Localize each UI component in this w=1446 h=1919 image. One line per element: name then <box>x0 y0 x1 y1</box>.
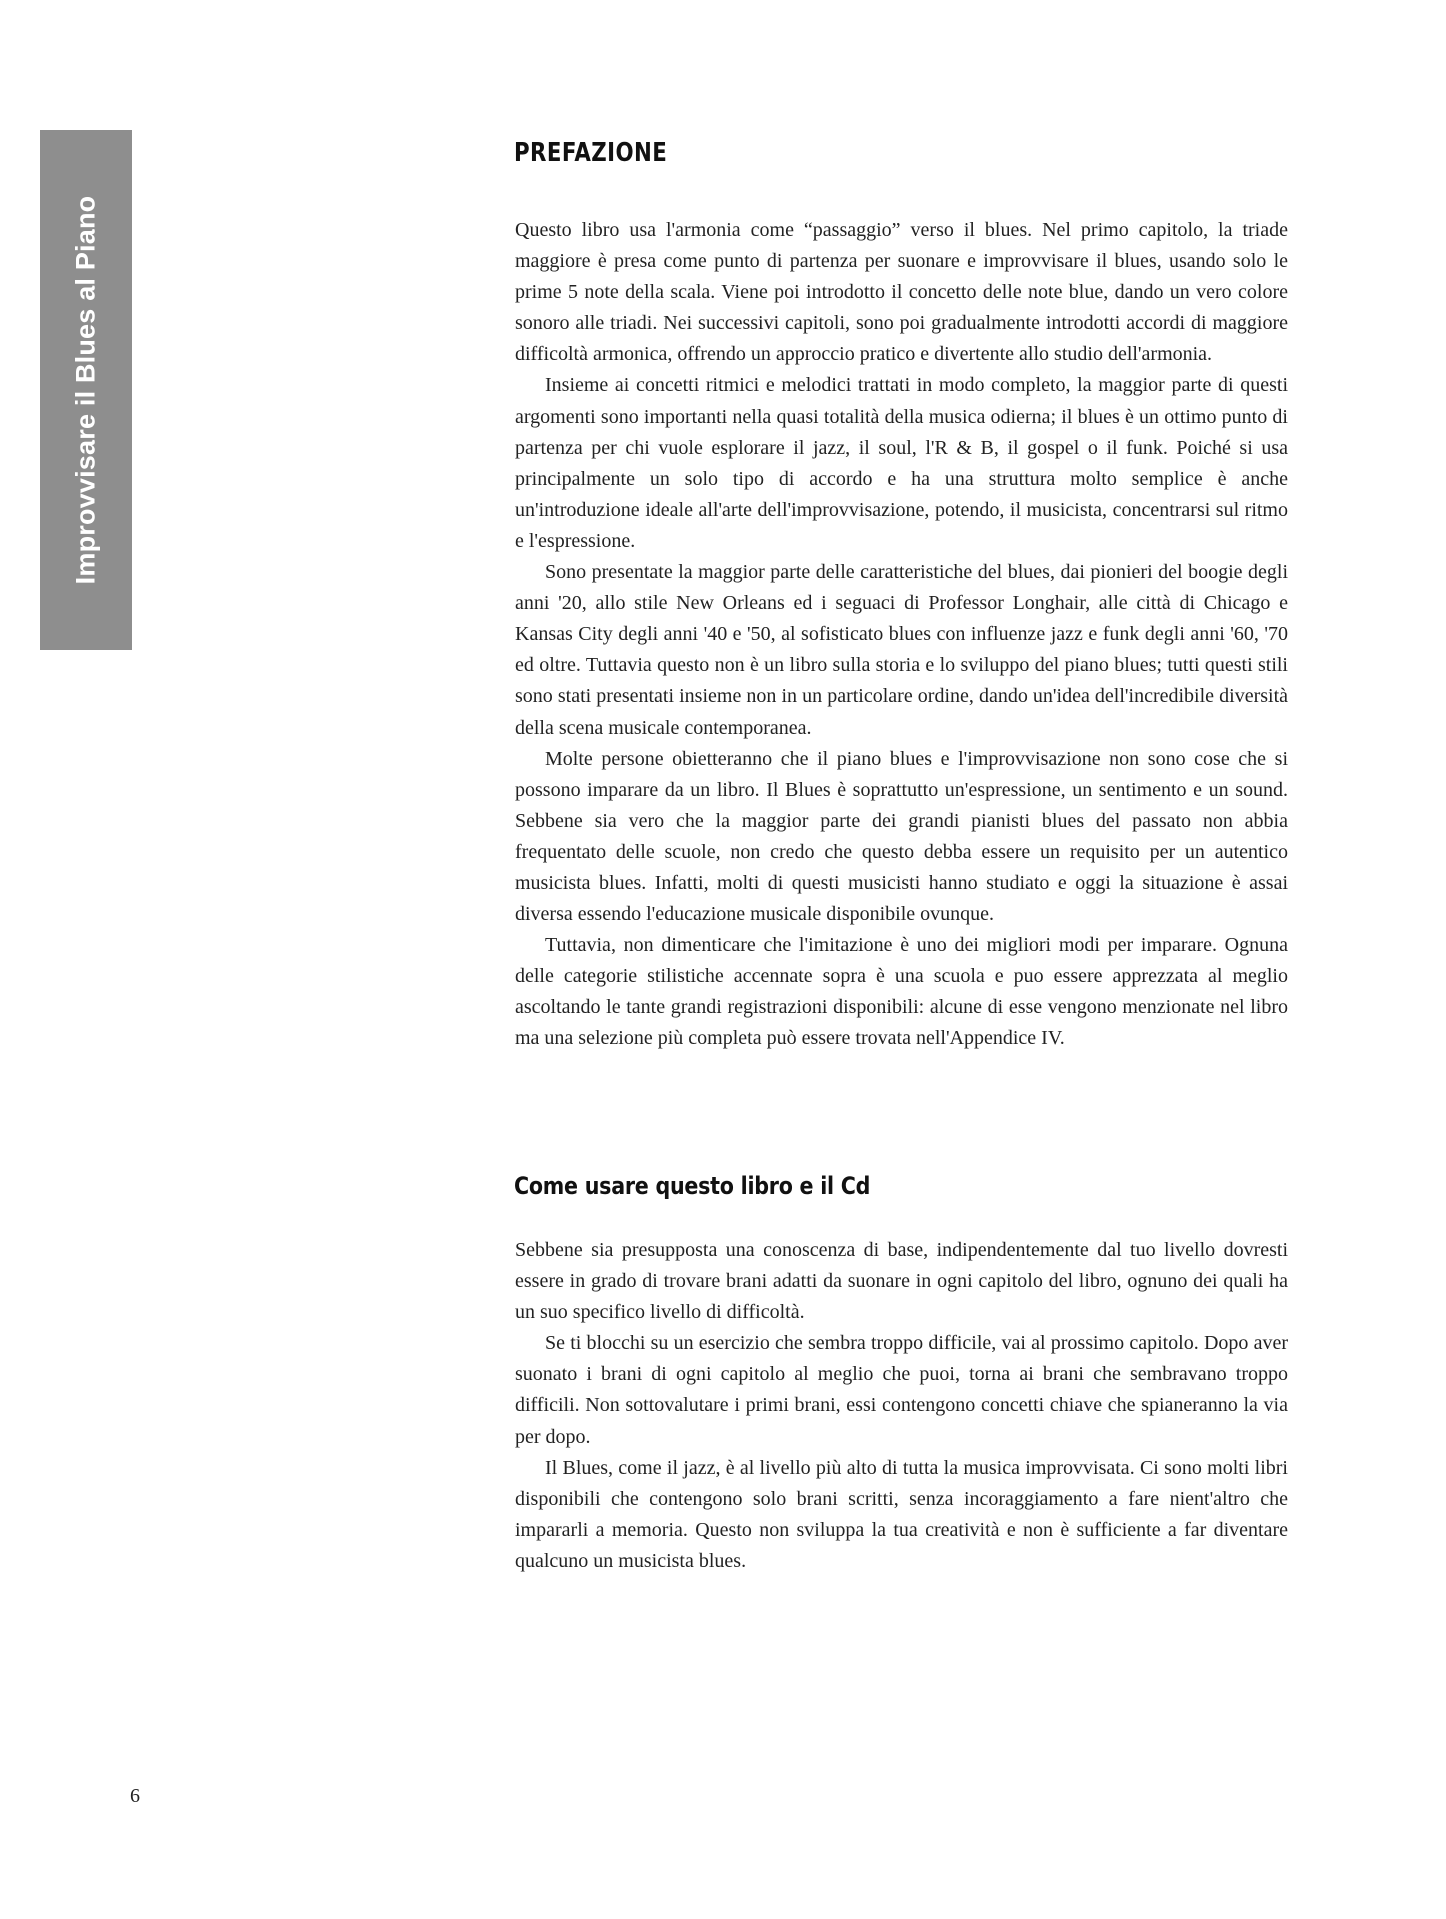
paragraph: Sebbene sia presupposta una conoscenza di base, indipendentemente dal tuo livello dovresti essere in grado di trovare brani adatti da suonare in ogni capitolo del libro, ognuno dei quali ha un suo specifico livello di difficoltà. <box>515 1239 1288 1324</box>
section-heading: Come usare questo libro e il Cd <box>514 1172 871 1200</box>
paragraph: Sono presentate la maggior parte delle caratteristiche del blues, dai pionieri del boogie degli anni '20, allo stile New Orleans ed i seguaci di Professor Longhair, alle città di Chicago e Kansas City degli anni '40 e '50, al sofisticato blues con influenze jazz e funk degli anni '60, '70 ed oltre. Tuttavia questo non è un libro sulla storia e lo sviluppo del piano blues; tutti questi stili sono stati presentati insieme non in un particolare ordine, dando un'idea dell'incredibile diversità della scena musicale contemporanea. <box>515 561 1288 739</box>
paragraph: Tuttavia, non dimenticare che l'imitazione è uno dei migliori modi per imparare. Ognuna delle categorie stilistiche accennate sopra è una scuola e puo essere apprezzata al meglio ascoltando le tante grandi registrazioni disponibili: alcune di esse vengono menzionate nel libro ma una selezione più completa può essere trovata nell'Appendice IV. <box>515 934 1288 1050</box>
page-number: 6 <box>130 1785 140 1807</box>
preface-body <box>515 215 1288 1055</box>
paragraph: Questo libro usa l'armonia come “passaggio” verso il blues. Nel primo capitolo, la triade maggiore è presa come punto di partenza per suonare e improvvisare il blues, usando solo le prime 5 note della scala. Viene poi introdotto il concetto delle note blue, dando un vero colore sonoro alle triadi. Nei successivi capitoli, sono poi gradualmente introdotti accordi di maggiore difficoltà armonica, offrendo un approccio pratico e divertente allo studio dell'armonia. <box>515 219 1288 366</box>
page-title: PREFAZIONE <box>514 138 668 168</box>
paragraph: Molte persone obietteranno che il piano blues e l'improvvisazione non sono cose che si possono imparare da un libro. Il Blues è soprattutto un'espressione, un sentimento e un sound. Sebbene sia vero che la maggior parte dei grandi pianisti blues del passato non abbia frequentato delle scuole, non credo che questo debba essere un requisito per un autentico musicista blues. Infatti, molti di questi musicisti hanno studiato e oggi la situazione è assai diversa essendo l'educazione musicale disponibile ovunque. <box>515 747 1288 926</box>
paragraph: Se ti blocchi su un esercizio che sembra troppo difficile, vai al prossimo capitolo. Dopo aver suonato i brani di ogni capitolo al meglio che puoi, torna ai brani che sembravano troppo difficili. Non sottovalutare i primi brani, essi contengono concetti chiave che spianeranno la via per dopo. <box>515 1332 1288 1448</box>
paragraph: Il Blues, come il jazz, è al livello più alto di tutta la musica improvvisata. Ci sono molti libri disponibili che contengono solo brani scritti, senza incoraggiamento a fare nient'altro che impararli a memoria. Questo non sviluppa la tua creatività e non è sufficiente a far diventare qualcuno un musicista blues. <box>515 1456 1288 1572</box>
side-tab-label: Improvvisare il Blues al Piano <box>70 195 101 585</box>
usage-body <box>515 1235 1288 1577</box>
paragraph: Insieme ai concetti ritmici e melodici trattati in modo completo, la maggior parte di questi argomenti sono importanti nella quasi totalità della musica odierna; il blues è un ottimo punto di partenza per chi vuole esplorare il jazz, il soul, l'R & B, il gospel o il funk. Poiché si usa principalmente un solo tipo di accordo e ha una struttura molto semplice è anche un'introduzione ideale all'arte dell'improvvisazione, potendo, il musicista, concentrarsi sul ritmo e l'espressione. <box>515 374 1288 552</box>
side-tab <box>40 130 132 650</box>
